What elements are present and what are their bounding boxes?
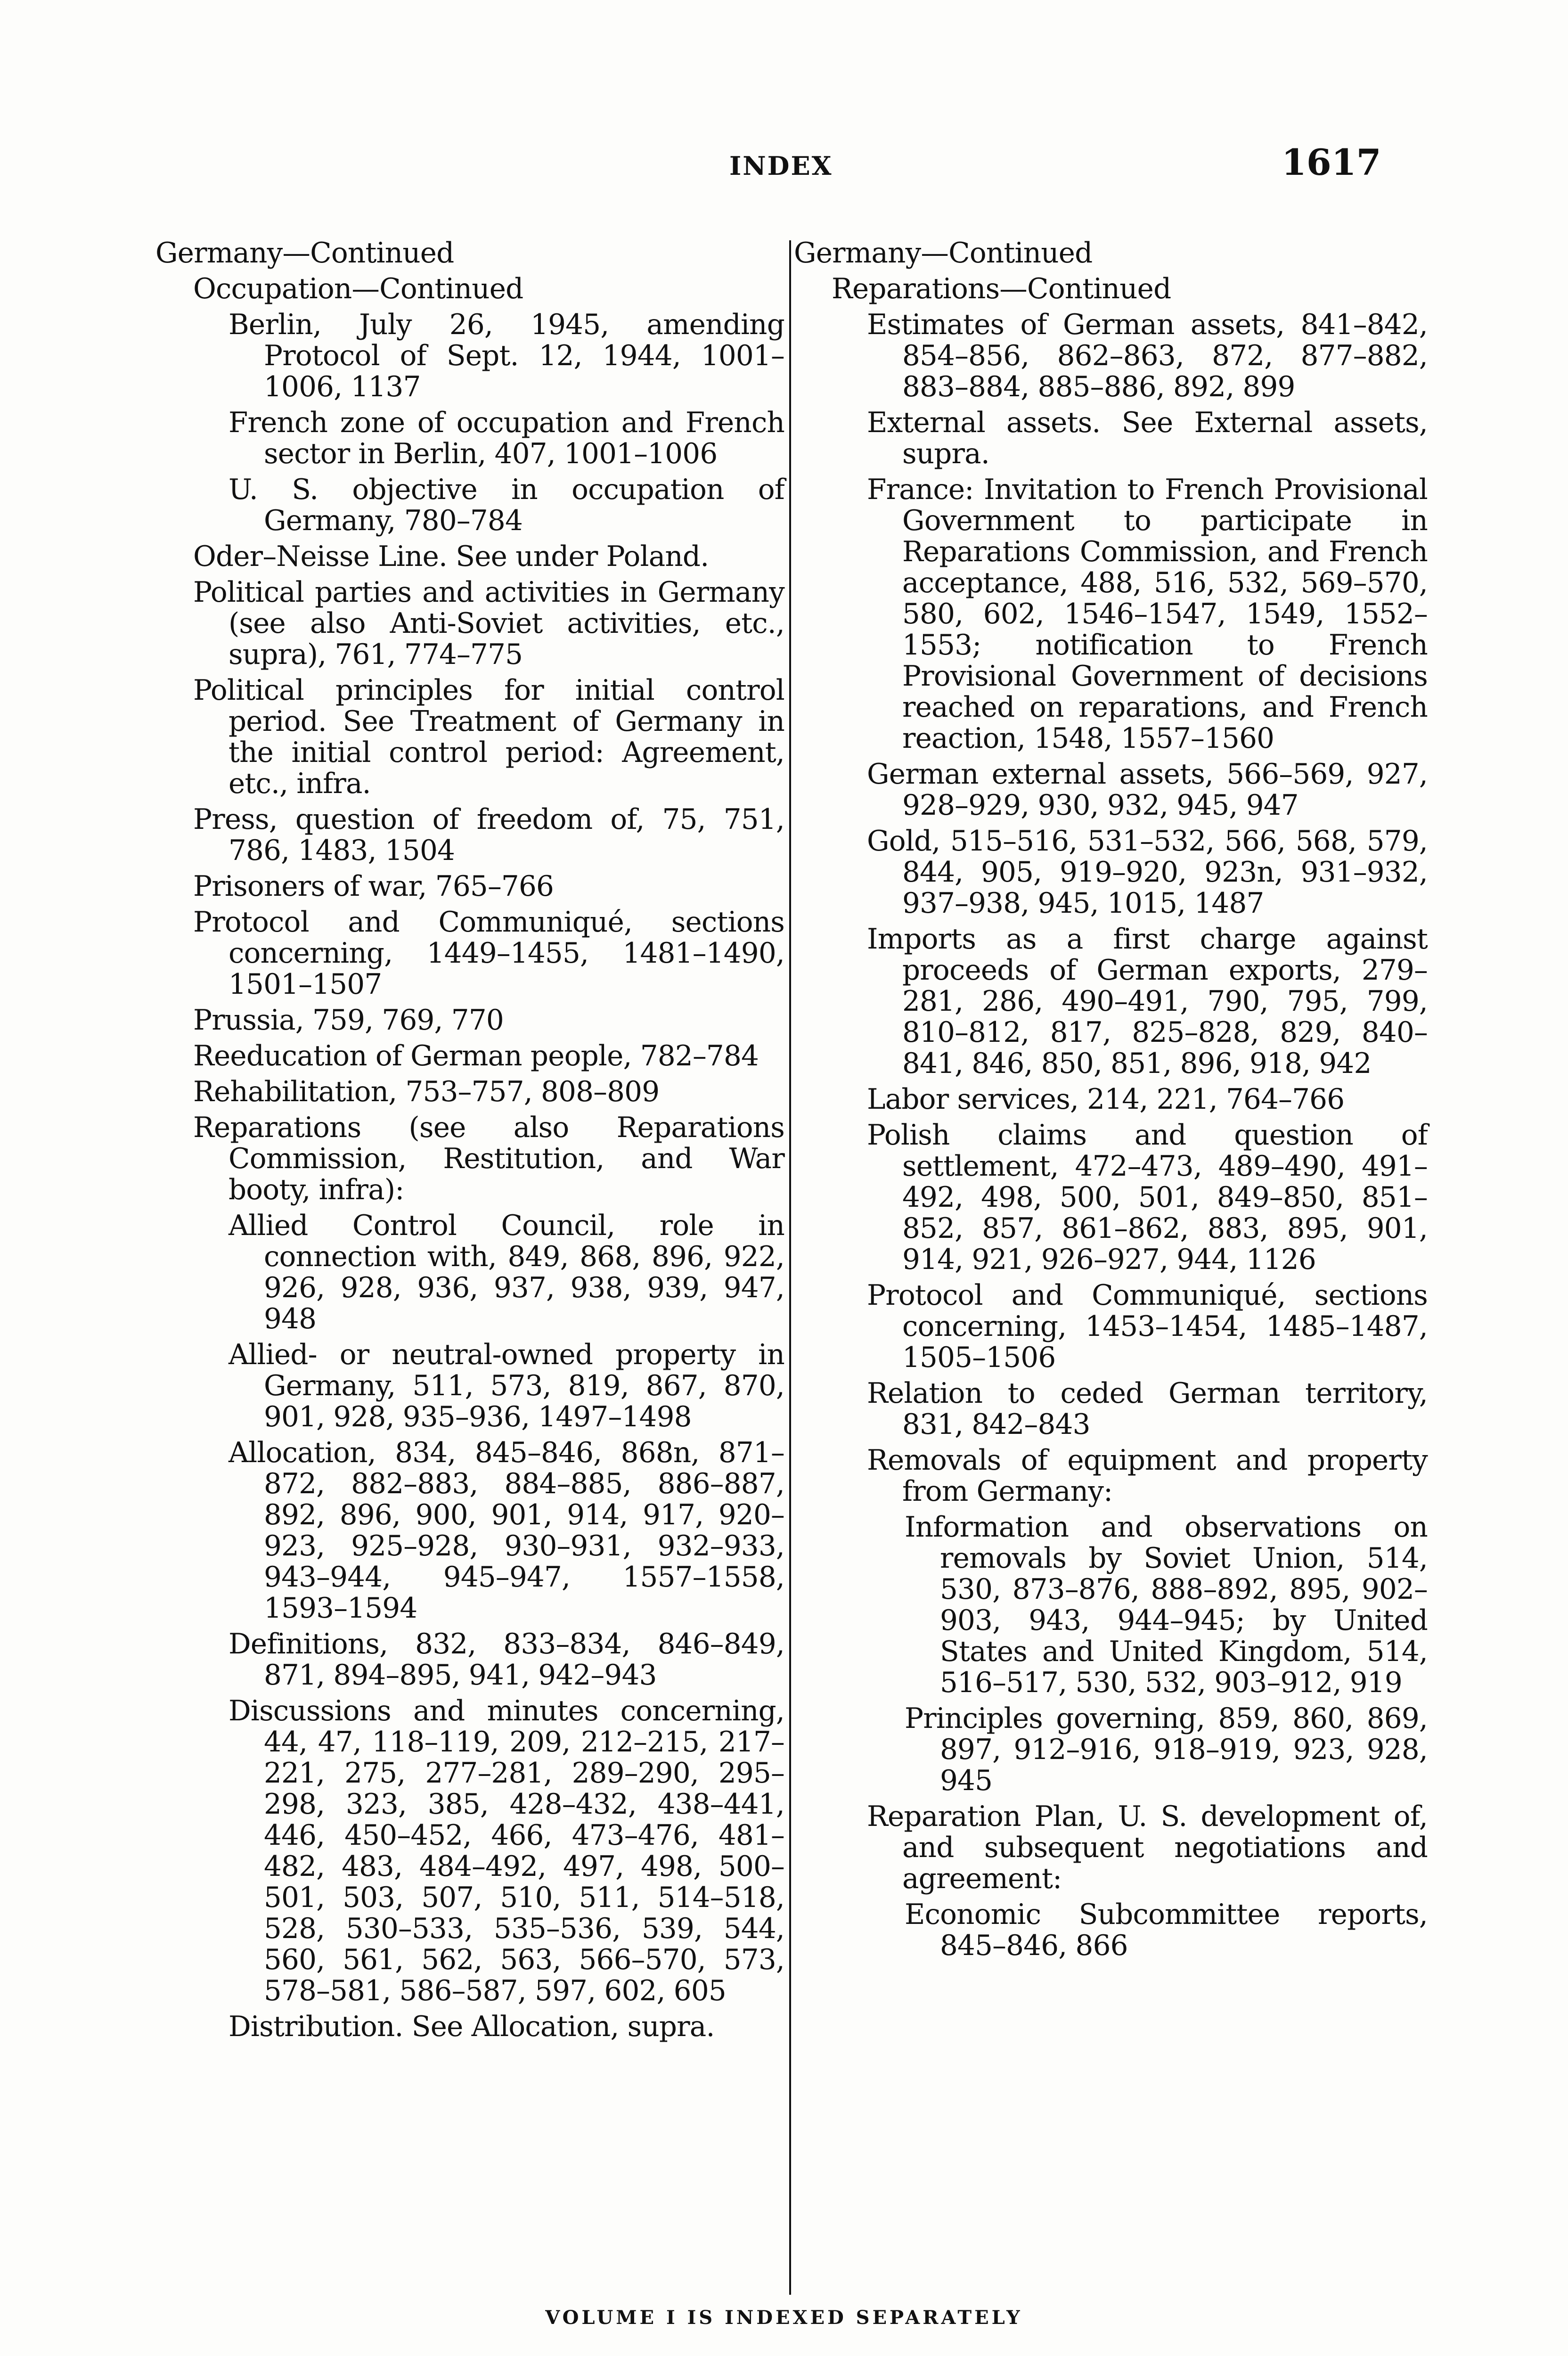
running-head (0, 141, 1568, 193)
index-entry: Prisoners of war, 765–766 (193, 870, 554, 903)
index-entry: Political principles for initial control period. See Treatment of Germany in the initial control period: Agreement, etc., infra. (193, 674, 784, 800)
index-entry: External assets. See External assets, supra. (867, 407, 1428, 470)
index-entry: Allied Control Council, role in connection with, 849, 868, 896, 922, 926, 928, 936, 937, 938, 939, 947, 948 (229, 1210, 784, 1335)
index-entry: Distribution. See Allocation, supra. (229, 2011, 715, 2043)
index-entry: Oder–Neisse Line. See under Poland. (193, 540, 709, 573)
index-entry: Definitions, 832, 833–834, 846–849, 871, 894–895, 941, 942–943 (229, 1628, 784, 1692)
page-title: INDEX (729, 151, 833, 181)
index-entry: U. S. objective in occupation of Germany, 780–784 (229, 474, 784, 537)
index-entry: Occupation—Continued (193, 273, 523, 305)
index-entry: Germany—Continued (155, 237, 454, 270)
index-entry: Protocol and Communiqué, sections concerning, 1449–1455, 1481–1490, 1501–1507 (193, 906, 784, 1001)
index-entry: Economic Subcommittee reports, 845–846, 866 (905, 1898, 1428, 1962)
index-entry: Relation to ceded German territory, 831, 842–843 (867, 1377, 1428, 1441)
index-entry: Berlin, July 26, 1945, amending Protocol of Sept. 12, 1944, 1001–1006, 1137 (229, 309, 784, 403)
index-entry: Gold, 515–516, 531–532, 566, 568, 579, 844, 905, 919–920, 923n, 931–932, 937–938, 945, 1015, 1487 (867, 825, 1428, 920)
index-entry: French zone of occupation and French sector in Berlin, 407, 1001–1006 (229, 407, 784, 470)
index-entry: Press, question of freedom of, 75, 751, 786, 1483, 1504 (193, 803, 784, 867)
index-entry: Discussions and minutes concerning, 44, 47, 118–119, 209, 212–215, 217–221, 275, 277–281, 289–290, 295–298, 323, 385, 428–432, 438–441, 446, 450–452, 466, 473–476, 481–482, 483, 484–492, 497, 498, 500–501, 503, 507, 510, 511, 514–518, 528, 530–533, 535–536, 539, 544, 560, 561, 562, 563, 566–570, 573, 578–581, 586–587, 597, 602, 605 (229, 1695, 784, 2007)
index-entry: Protocol and Communiqué, sections concerning, 1453–1454, 1485–1487, 1505–1506 (867, 1279, 1428, 1374)
index-entry: Estimates of German assets, 841–842, 854–856, 862–863, 872, 877–882, 883–884, 885–886, 892, 899 (867, 309, 1428, 403)
column-divider (789, 240, 791, 2295)
index-entry: Rehabilitation, 753–757, 808–809 (193, 1076, 660, 1108)
index-column-left (155, 238, 784, 2047)
index-entry: Reparations—Continued (832, 273, 1171, 305)
index-entry: Imports as a first charge against proceeds of German exports, 279–281, 286, 490–491, 790, 795, 799, 810–812, 817, 825–828, 829, 840–841, 846, 850, 851, 896, 918, 942 (867, 923, 1428, 1080)
index-entry: Prussia, 759, 769, 770 (193, 1004, 504, 1037)
index-entry: Allocation, 834, 845–846, 868n, 871–872, 882–883, 884–885, 886–887, 892, 896, 900, 901, 914, 917, 920–923, 925–928, 930–931, 932–933, 943–944, 945–947, 1557–1558, 1593–1594 (229, 1437, 784, 1625)
index-entry: German external assets, 566–569, 927, 928–929, 930, 932, 945, 947 (867, 758, 1428, 822)
index-entry: Removals of equipment and property from Germany: (867, 1444, 1428, 1508)
page-number: 1617 (1282, 141, 1381, 183)
index-entry: Political parties and activities in Germany (see also Anti-Soviet activities, etc., supra), 761, 774–775 (193, 576, 784, 671)
index-entry: Reparation Plan, U. S. development of, and subsequent negotiations and agreement: (867, 1800, 1428, 1895)
index-column-right (794, 238, 1428, 1966)
index-entry: Labor services, 214, 221, 764–766 (867, 1083, 1345, 1116)
index-entry: France: Invitation to French Provisional Government to participate in Reparations Commission, and French acceptance, 488, 516, 532, 569–570, 580, 602, 1546–1547, 1549, 1552–1553; notification to French Provisional Government of decisions reached on reparations, and French reaction, 1548, 1557–1560 (867, 474, 1428, 755)
index-entry: Allied- or neutral-owned property in Germany, 511, 573, 819, 867, 870, 901, 928, 935–936, 1497–1498 (229, 1339, 784, 1433)
index-entry: Reparations (see also Reparations Commission, Restitution, and War booty, infra): (193, 1112, 784, 1206)
index-entry: Reeducation of German people, 782–784 (193, 1040, 759, 1072)
index-entry: Principles governing, 859, 860, 869, 897, 912–916, 918–919, 923, 928, 945 (905, 1702, 1428, 1797)
index-entry: Information and observations on removals by Soviet Union, 514, 530, 873–876, 888–892, 895, 902–903, 943, 944–945; by United States and United Kingdom, 514, 516–517, 530, 532, 903–912, 919 (905, 1511, 1428, 1699)
page-footer: VOLUME I IS INDEXED SEPARATELY (545, 2307, 1023, 2329)
index-entry: Germany—Continued (794, 237, 1093, 270)
index-entry: Polish claims and question of settlement, 472–473, 489–490, 491–492, 498, 500, 501, 849–850, 851–852, 857, 861–862, 883, 895, 901, 914, 921, 926–927, 944, 1126 (867, 1119, 1428, 1276)
